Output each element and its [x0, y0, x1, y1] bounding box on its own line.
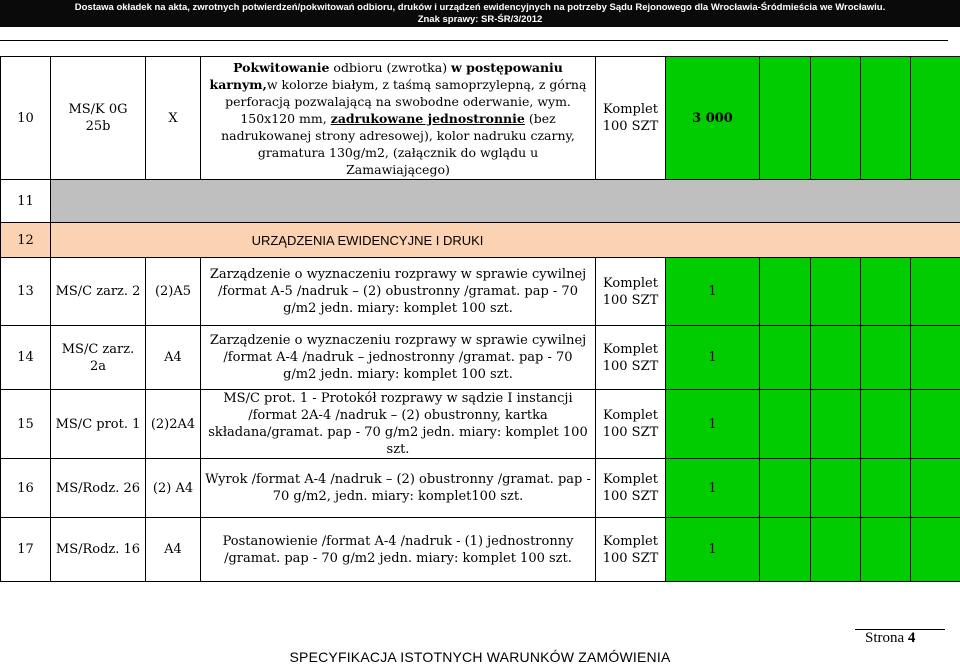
item-description	[201, 57, 596, 180]
item-symbol: MS/C prot. 1	[51, 390, 146, 459]
item-description: MS/C prot. 1 - Protokół rozprawy w sądzie I instancji /format 2A-4 /nadruk – (2) obustronny, kartka składana/gramat. pap - 70 g/m2 jedn. miary: komplet 100 szt.	[201, 390, 596, 459]
item-format: A4	[146, 518, 201, 582]
desc-text: (bez nadrukowanej strony adresowej), kolor nadruku czarny, gramatura 130g/m2, (załącznik do wglądu u Zamawiającego)	[221, 110, 575, 177]
empty-cell	[760, 390, 811, 459]
item-quantity: 1	[666, 326, 760, 390]
empty-cell	[861, 518, 911, 582]
item-format: (2)2A4	[146, 390, 201, 459]
empty-cell	[911, 258, 960, 326]
header-rule	[0, 40, 948, 41]
item-unit	[596, 390, 666, 459]
empty-cell	[811, 390, 861, 459]
desc-bold-term: Pokwitowanie	[233, 59, 330, 75]
item-format: (2)A5	[146, 258, 201, 326]
empty-cell	[911, 459, 960, 518]
document-header-bar	[0, 0, 960, 27]
row-number: 10	[1, 57, 51, 180]
empty-cell	[811, 459, 861, 518]
table-row	[1, 57, 960, 180]
page-label: Strona	[865, 630, 908, 646]
item-quantity: 3 000	[666, 57, 760, 180]
table-row	[1, 180, 960, 223]
item-quantity: 1	[666, 390, 760, 459]
unit-label: Komplet	[603, 341, 658, 357]
page-number	[865, 630, 915, 647]
item-quantity: 1	[666, 258, 760, 326]
item-unit	[596, 459, 666, 518]
item-format: X	[146, 57, 201, 180]
empty-cell	[861, 258, 911, 326]
item-symbol: MS/Rodz. 26	[51, 459, 146, 518]
item-quantity: 1	[666, 459, 760, 518]
empty-cell	[911, 57, 960, 180]
gray-filler-cell	[51, 180, 960, 223]
desc-text: w kolorze białym, z taśmą samoprzylepną, z górną perforacją pozwalającą na swobodne oderwanie, wym. 150x120 mm,	[225, 76, 587, 126]
empty-cell	[861, 459, 911, 518]
row-number: 17	[1, 518, 51, 582]
empty-cell	[911, 390, 960, 459]
item-description: Zarządzenie o wyznaczeniu rozprawy w sprawie cywilnej /format A-4 /nadruk – jednostronny /gramat. pap - 70 g/m2 jedn. miary: komplet 100 szt.	[201, 326, 596, 390]
item-unit	[596, 326, 666, 390]
row-number: 16	[1, 459, 51, 518]
item-quantity: 1	[666, 518, 760, 582]
item-description: Wyrok /format A-4 /nadruk – (2) obustronny /gramat. pap - 70 g/m2, jedn. miary: komplet100 szt.	[201, 459, 596, 518]
table-row	[1, 326, 960, 390]
item-unit	[596, 57, 666, 180]
empty-cell	[811, 258, 861, 326]
item-unit	[596, 258, 666, 326]
row-number: 13	[1, 258, 51, 326]
unit-label: Komplet	[603, 472, 658, 487]
item-symbol: MS/Rodz. 16	[51, 518, 146, 582]
header-case-number: Znak sprawy: SR-ŚR/3/2012	[417, 14, 543, 25]
empty-cell	[911, 518, 960, 582]
item-symbol: MS/C zarz. 2	[51, 258, 146, 326]
table-row	[1, 390, 960, 459]
empty-cell	[811, 57, 861, 180]
row-number: 14	[1, 326, 51, 390]
empty-cell	[760, 57, 811, 180]
empty-cell	[811, 326, 861, 390]
unit-label: Komplet	[603, 102, 658, 117]
item-description: Zarządzenie o wyznaczeniu rozprawy w sprawie cywilnej /format A-5 /nadruk – (2) obustronny /gramat. pap - 70 g/m2 jedn. miary: komplet 100 szt.	[201, 258, 596, 326]
unit-size: 100 SZT	[602, 425, 659, 440]
empty-cell	[811, 518, 861, 582]
unit-label: Komplet	[603, 408, 658, 423]
unit-size: 100 SZT	[602, 358, 659, 374]
empty-cell	[861, 57, 911, 180]
item-description: Postanowienie /format A-4 /nadruk - (1) jednostronny /gramat. pap - 70 g/m2 jedn. miary: komplet 100 szt.	[201, 518, 596, 582]
unit-size: 100 SZT	[602, 489, 659, 504]
unit-size: 100 SZT	[602, 119, 659, 134]
header-title: Dostawa okładek na akta, zwrotnych potwierdzeń/pokwitowań odbioru, druków i urządzeń ewidencyjnych na potrzeby Sądu Rejonowego dla Wrocławia-Śródmieścia we Wrocławiu.	[74, 2, 886, 13]
item-format: A4	[146, 326, 201, 390]
empty-cell	[861, 326, 911, 390]
item-symbol: MS/C zarz. 2a	[51, 326, 146, 390]
empty-cell	[760, 326, 811, 390]
row-number: 15	[1, 390, 51, 459]
item-symbol: MS/K 0G 25b	[51, 57, 146, 180]
empty-cell	[861, 390, 911, 459]
desc-underlined: zadrukowane jednostronnie	[330, 110, 525, 126]
empty-cell	[760, 518, 811, 582]
empty-cell	[760, 459, 811, 518]
unit-label: Komplet	[603, 275, 658, 291]
item-unit	[596, 518, 666, 582]
unit-size: 100 SZT	[602, 550, 659, 566]
unit-size: 100 SZT	[602, 292, 659, 308]
item-format: (2) A4	[146, 459, 201, 518]
table-row	[1, 518, 960, 582]
empty-cell	[911, 326, 960, 390]
desc-text: odbioru (zwrotka)	[329, 59, 452, 75]
document-footer: SPECYFIKACJA ISTOTNYCH WARUNKÓW ZAMÓWIENIA	[289, 649, 671, 665]
section-title: URZĄDZENIA EWIDENCYJNE I DRUKI	[51, 223, 960, 258]
specification-table	[0, 56, 960, 582]
table-row	[1, 258, 960, 326]
row-number: 11	[1, 180, 51, 223]
page-number-value: 4	[907, 630, 916, 646]
desc-bold-term: w postępowaniu karnym,	[209, 59, 563, 92]
row-number: 12	[1, 223, 51, 258]
unit-label: Komplet	[603, 533, 658, 549]
table-row	[1, 459, 960, 518]
table-row	[1, 223, 960, 258]
empty-cell	[760, 258, 811, 326]
